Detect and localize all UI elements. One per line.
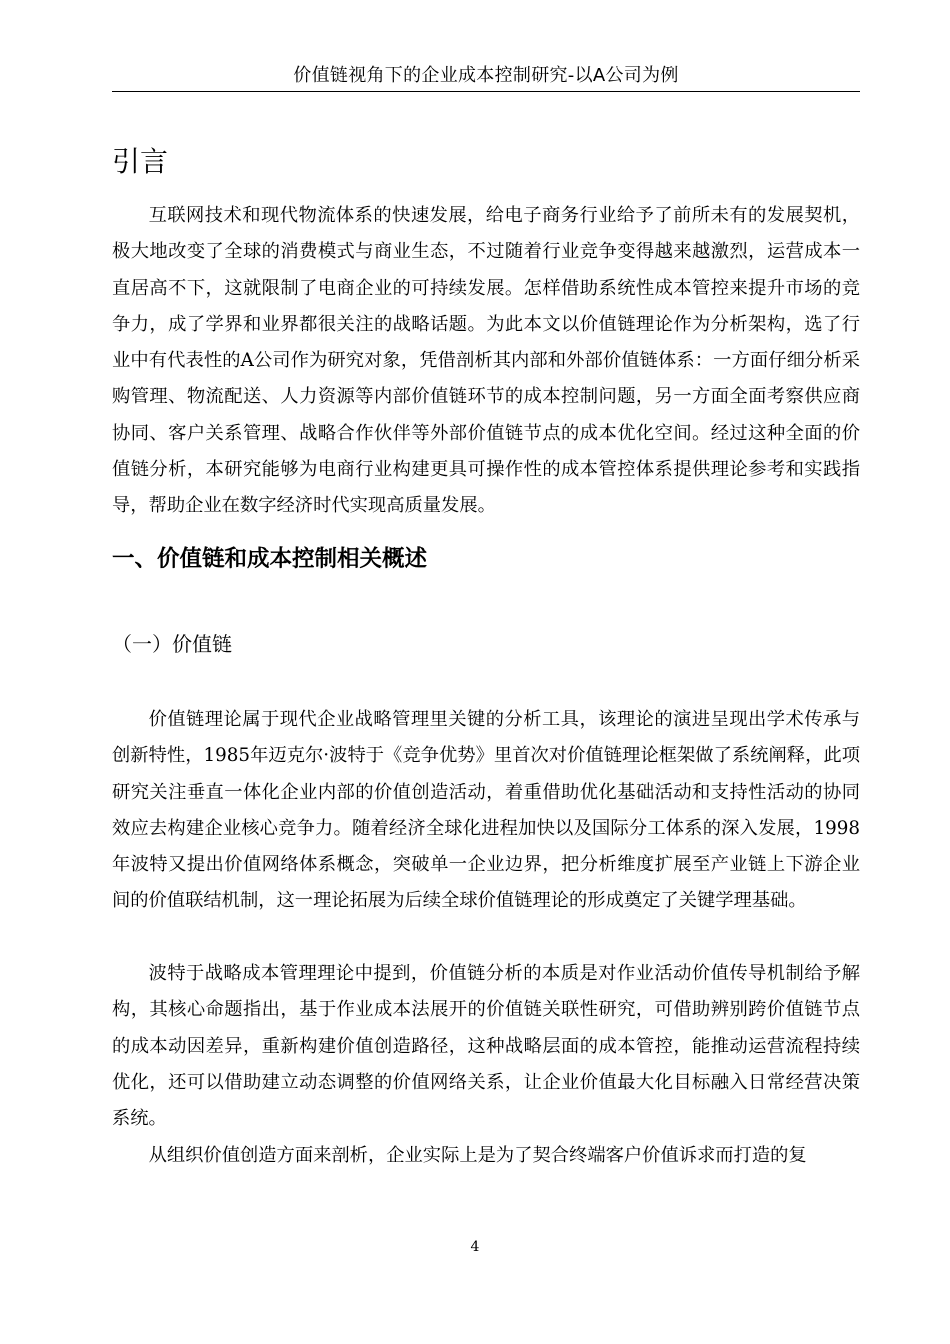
subsection-heading: （一）价值链 [112,632,232,656]
section-heading: 一、价值链和成本控制相关概述 [112,546,428,572]
page-number: 4 [470,1239,480,1255]
running-header: 价值链视角下的企业成本控制研究-以A公司为例 [293,65,679,86]
intro-paragraph: 互联网技术和现代物流体系的快速发展，给电子商务行业给予了前所未有的发展契机，极大地改变了全球的消费模式与商业生态，不过随着行业竞争变得越来越激烈，运营成本一直居高不下，这就限制了电商企业的可持续发展。怎样借助系统性成本管控来提升市场的竞争力，成了学界和业界都很关注的战略话题。为此本文以价值链理论作为分析架构，选了行业中有代表性的A公司作为研究对象，凭借剖析其内部和外部价值链体系：一方面仔细分析采购管理、物流配送、人力资源等内部价值链环节的成本控制问题，另一方面全面考察供应商协同、客户关系管理、战略合作伙伴等外部价值链节点的成本优化空间。经过这种全面的价值链分析，本研究能够为电商行业构建更具可操作性的成本管控体系提供理论参考和实践指导，帮助企业在数字经济时代实现高质量发展。 [112,205,860,517]
intro-heading: 引言 [112,145,169,178]
header-divider [112,91,860,92]
body-paragraph-1: 价值链理论属于现代企业战略管理里关键的分析工具，该理论的演进呈现出学术传承与创新特性，1985年迈克尔·波特于《竞争优势》里首次对价值链理论框架做了系统阐释，此项研究关注垂直一体化企业内部的价值创造活动，着重借助优化基础活动和支持性活动的协同效应去构建企业核心竞争力。随着经济全球化进程加快以及国际分工体系的深入发展，1998年波特又提出价值网络体系概念，突破单一企业边界，把分析维度扩展至产业链上下游企业间的价值联结机制，这一理论拓展为后续全球价值链理论的形成奠定了关键学理基础。 [112,709,860,912]
body-paragraph-2: 波特于战略成本管理理论中提到，价值链分析的本质是对作业活动价值传导机制给予解构，其核心命题指出，基于作业成本法展开的价值链关联性研究，可借助辨别跨价值链节点的成本动因差异，重新构建价值创造路径，这种战略层面的成本管控，能推动运营流程持续优化，还可以借助建立动态调整的价值网络关系，让企业价值最大化目标融入日常经营决策系统。 [112,963,860,1130]
body-paragraph-3: 从组织价值创造方面来剖析，企业实际上是为了契合终端客户价值诉求而打造的复 [148,1145,807,1166]
